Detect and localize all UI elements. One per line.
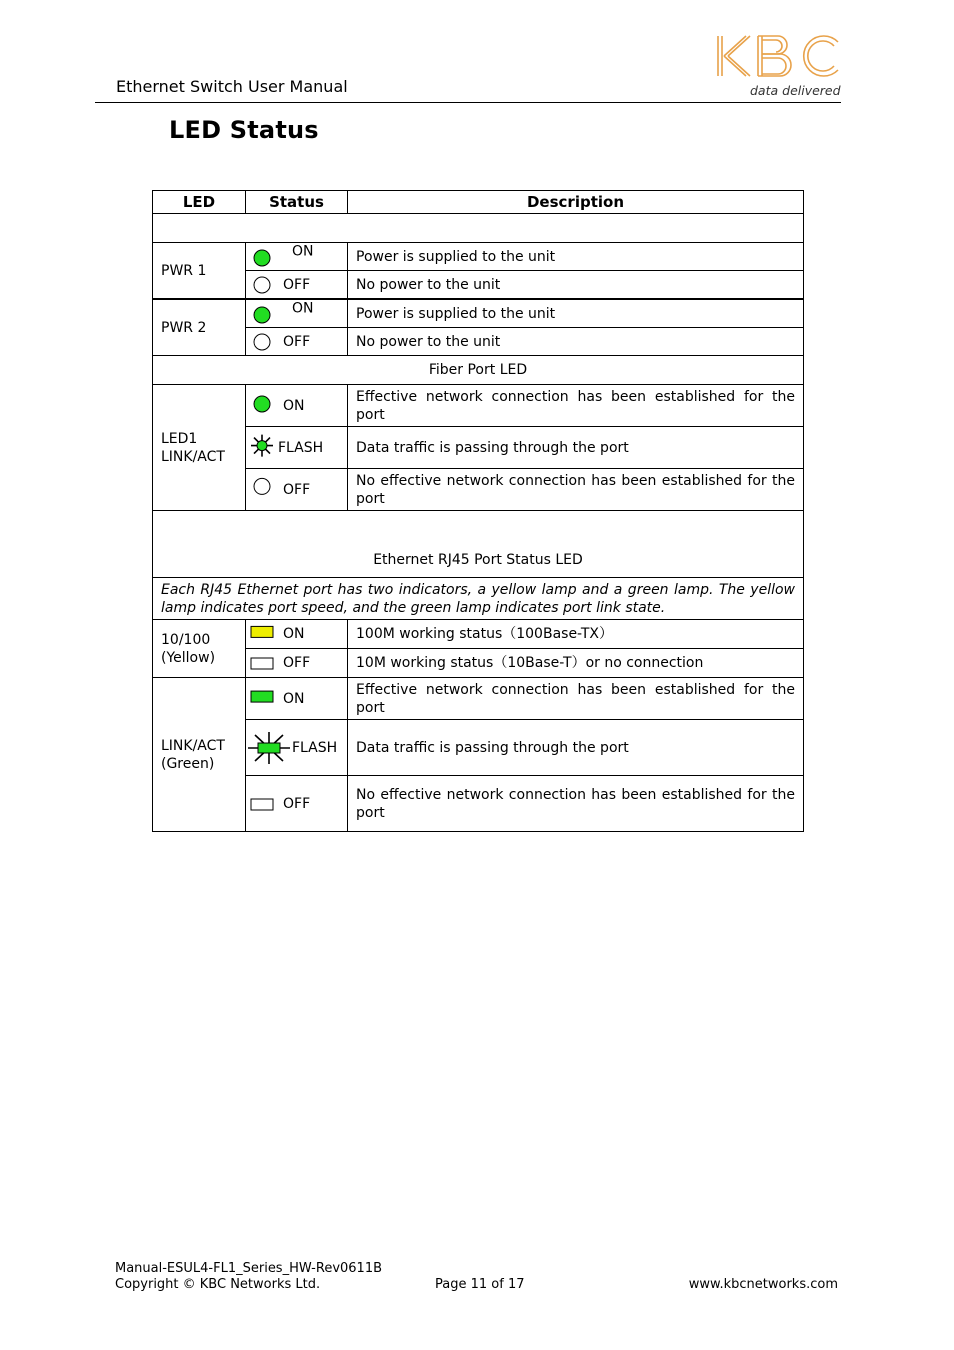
description-cell: 100M working status（100Base-TX） [348,620,804,649]
led-name-fiber [153,385,246,511]
footer-manual-id: Manual-ESUL4-FL1_Series_HW-Rev0611B [115,1261,383,1276]
table-row [153,243,804,271]
description-cell: Effective network connection has been established for the port [348,678,804,720]
table-row [153,720,804,776]
led-name-link [153,678,246,832]
led-green-circle-icon [250,392,274,416]
table-row [153,469,804,511]
status-label: ON [283,690,305,707]
status-cell [246,385,348,427]
status-cell [246,720,348,776]
led-name-line: (Green) [161,755,215,772]
led-off-circle-icon [250,273,274,297]
section-row [153,356,804,385]
status-cell [246,328,348,356]
blank-section-row [153,214,804,243]
description-cell: No power to the unit [348,328,804,356]
header-description: Description [348,191,804,214]
status-label: ON [292,243,314,260]
led-name-line: (Yellow) [161,649,216,666]
led-flash-green-rect-icon [247,731,291,765]
description-cell: Data traffic is passing through the port [348,720,804,776]
description-cell: No effective network connection has been established for the port [348,776,804,832]
led-off-circle-icon [250,330,274,354]
footer-website: www.kbcnetworks.com [688,1277,838,1292]
description-cell: No effective network connection has been established for the port [348,469,804,511]
header-led: LED [153,191,246,214]
blank-section-cell [153,214,804,243]
logo-tagline: data delivered [750,83,841,98]
led-yellow-rect-icon [250,618,274,642]
description-cell: No power to the unit [348,271,804,300]
status-label: ON [292,300,314,317]
led-name-line: LINK/ACT [161,448,225,465]
status-label: ON [283,626,305,642]
status-cell [246,271,348,300]
page-title: LED Status [169,116,319,144]
status-label: ON [283,397,305,414]
table-row [153,299,804,328]
status-cell [246,427,348,469]
table-row [153,427,804,469]
table-header-row [153,191,804,214]
table-row [153,678,804,720]
status-label: OFF [283,655,311,671]
footer-copyright: Copyright © KBC Networks Ltd. [115,1277,321,1292]
led-green-rect-icon [250,685,274,709]
led-flash-star-icon [250,433,274,457]
status-label: OFF [283,795,311,812]
led-name-speed [153,620,246,678]
table-row [153,328,804,356]
section-row [153,511,804,578]
status-label: OFF [283,333,311,350]
description-cell: Power is supplied to the unit [348,299,804,328]
header-rule [95,102,841,103]
status-cell [246,776,348,832]
led-off-circle-icon [250,474,274,498]
footer-page-number: Page 11 of 17 [435,1277,525,1292]
status-cell [246,620,348,649]
status-label: OFF [283,276,311,293]
led-name-line: 10/100 [161,631,211,648]
led-off-rect-icon [250,792,274,816]
table-row [153,620,804,649]
description-cell: Effective network connection has been established for the port [348,385,804,427]
status-label: FLASH [278,439,324,456]
led-name-line: LED1 [161,430,198,447]
status-cell [246,678,348,720]
description-cell: Power is supplied to the unit [348,243,804,271]
section-title-fiber: Fiber Port LED [153,356,804,385]
description-cell: 10M working status（10Base-T）or no connection [348,649,804,678]
led-name-pwr2: PWR 2 [153,299,246,356]
table-row [153,271,804,300]
header-title: Ethernet Switch User Manual [116,77,348,96]
table-row [153,776,804,832]
led-off-rect-icon [250,651,274,675]
rj45-note: Each RJ45 Ethernet port has two indicators, a yellow lamp and a green lamp. The yellow lamp indicates port speed, and the green lamp indicates port link state. [153,578,804,620]
led-name-line: LINK/ACT [161,737,225,754]
table-row [153,649,804,678]
status-cell [246,469,348,511]
status-cell [246,649,348,678]
description-cell: Data traffic is passing through the port [348,427,804,469]
led-name-pwr1: PWR 1 [153,243,246,300]
table-row [153,385,804,427]
led-green-circle-icon [250,302,274,326]
header-status: Status [246,191,348,214]
footer-left [115,1261,382,1293]
led-green-circle-icon [250,245,274,269]
status-cell [246,243,348,271]
status-label: OFF [283,481,311,498]
status-cell [246,299,348,328]
status-label: FLASH [292,739,338,756]
led-status-table [152,190,804,832]
note-row [153,578,804,620]
section-title-rj45: Ethernet RJ45 Port Status LED [153,511,804,578]
